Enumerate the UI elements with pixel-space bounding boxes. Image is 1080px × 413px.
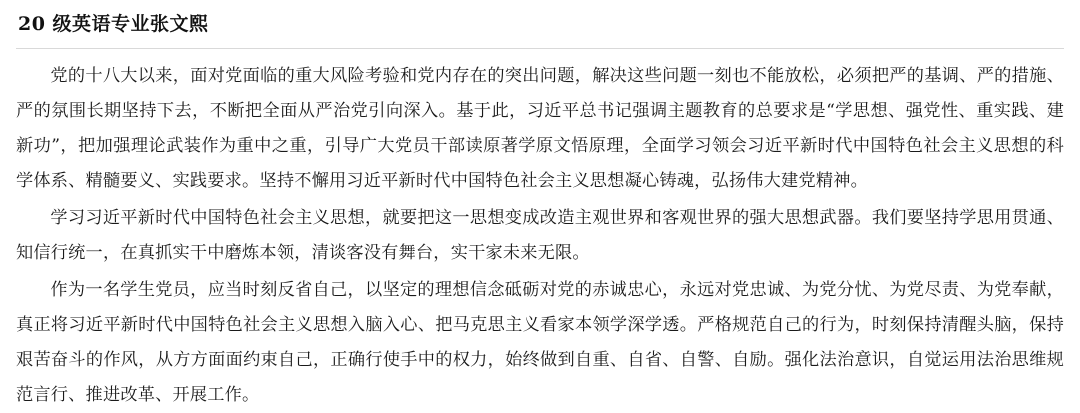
page-title: 20 级英语专业张文熙 bbox=[18, 13, 209, 35]
title-divider bbox=[16, 48, 1064, 49]
paragraph: 党的十八大以来，面对党面临的重大风险考验和党内存在的突出问题，解决这些问题一刻也不能放松，必须把严的基调、严的措施、严的氛围长期坚持下去，不断把全面从严治党引向深入。基于此，习近平总书记强调主题教育的总要求是“学思想、强党性、重实践、建新功”，把加强理论武装作为重中之重，引导广大党员干部读原著学原文悟原理，全面学习领会习近平新时代中国特色社会主义思想的科学体系、精髓要义、实践要求。坚持不懈用习近平新时代中国特色社会主义思想凝心铸魂，弘扬伟大建党精神。 bbox=[16, 66, 1064, 191]
document-body bbox=[16, 59, 1064, 413]
paragraph: 学习习近平新时代中国特色社会主义思想，就要把这一思想变成改造主观世界和客观世界的强大思想武器。我们要坚持学思用贯通、知信行统一，在真抓实干中磨炼本领，清谈客没有舞台，实干家未来无限。 bbox=[16, 208, 1064, 263]
paragraph: 作为一名学生党员，应当时刻反省自己，以坚定的理想信念砥砺对党的赤诚忠心，永远对党忠诚、为党分忧、为党尽责、为党奉献，真正将习近平新时代中国特色社会主义思想入脑入心、把马克思主义看家本领学深学透。严格规范自己的行为，时刻保持清醒头脑，保持艰苦奋斗的作风，从方方面面约束自己，正确行使手中的权力，始终做到自重、自省、自警、自励。强化法治意识，自觉运用法治思维规范言行、推进改革、开展工作。 bbox=[16, 280, 1064, 405]
